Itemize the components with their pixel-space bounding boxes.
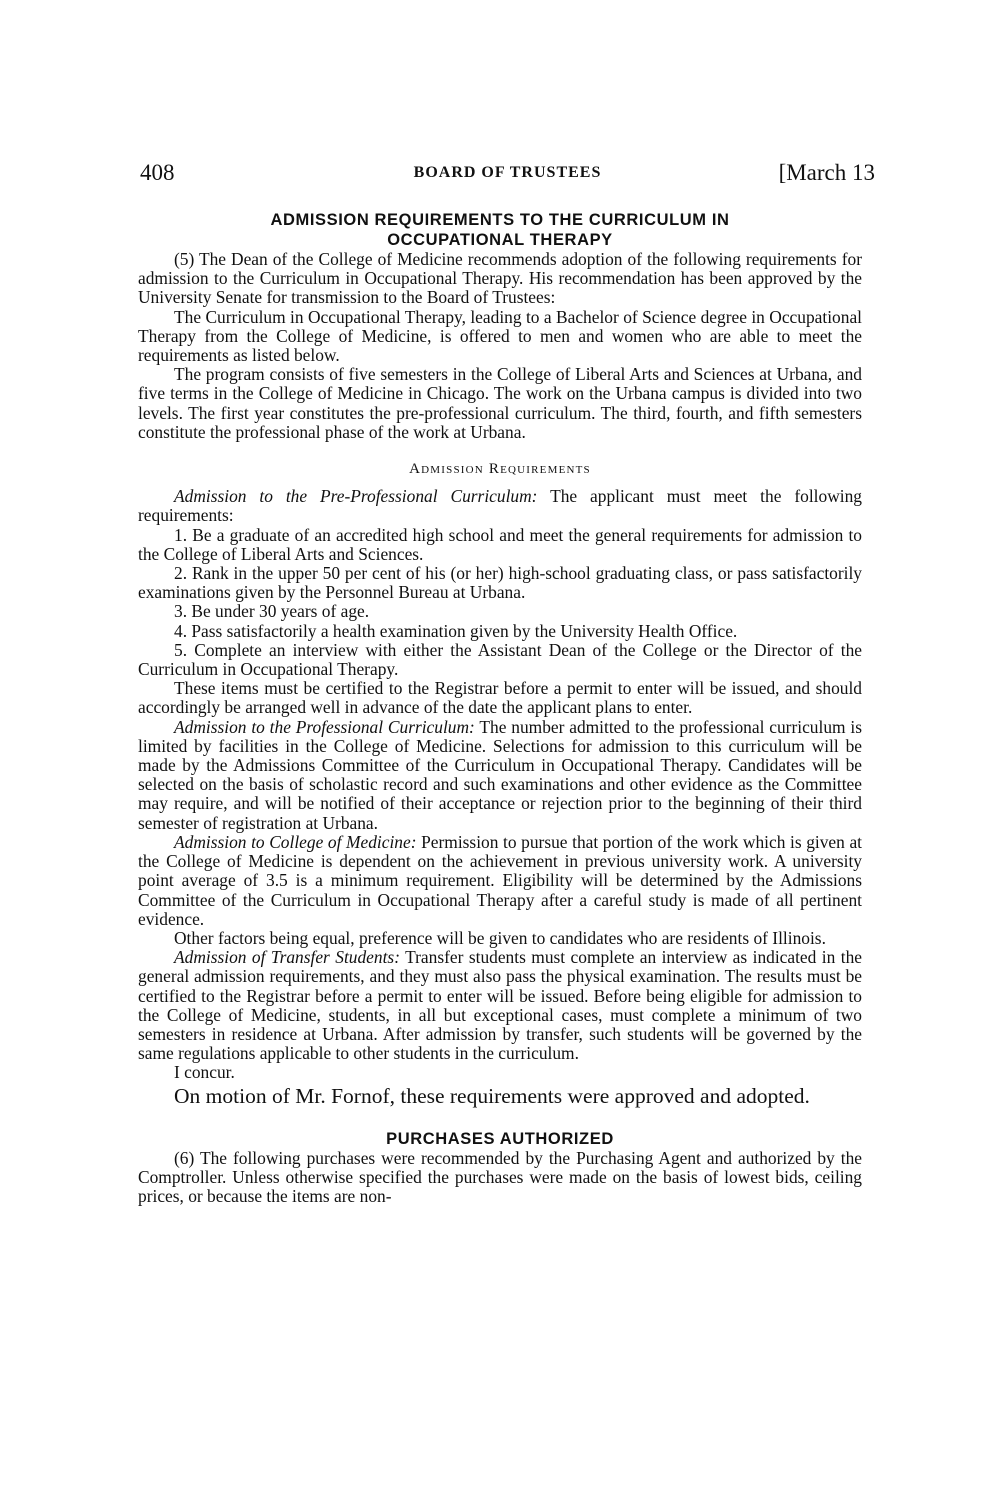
paragraph-dean-recommendation: (5) The Dean of the College of Medicine recommends adoption of the following requirements for admission to the Curriculum in Occupational Therapy. His recommendation has been approved by the University Senate for transmission to the Board of Trustees: [138, 249, 862, 308]
requirement-item-5: 5. Complete an interview with either the Assistant Dean of the College or the Director of the Curriculum in Occupational Therapy. [138, 639, 862, 680]
section-heading-purchases: PURCHASES AUTHORIZED [386, 1130, 614, 1149]
pre-professional-text: The applicant must meet the following requirements: [138, 486, 862, 526]
page-number: 408 [140, 160, 175, 185]
paragraph-college-of-medicine [138, 833, 862, 929]
subheading-admission-requirements: Admission Requirements [409, 461, 591, 478]
paragraph-pre-professional [138, 487, 862, 525]
requirement-item-2: 2. Rank in the upper 50 per cent of his (or her) high-school graduating class, or pass satisfactorily examinations given by the Personnel Bureau at Urbana. [138, 563, 862, 603]
professional-text: The number admitted to the professional curriculum is limited by facilities in the College of Medicine. Selections for admission to this curriculum will be made by the Admissions Committee of the Curriculum in Occupational Therapy. Candidates will be selected on the basis of scholastic record and such examinations and other evidence as the Committee may require, and will be notified of their acceptance or rejection prior to the beginning of their third semester of registration at Urbana. [138, 716, 862, 833]
paragraph-curriculum-description: The Curriculum in Occupational Therapy, leading to a Bachelor of Science degree in Occupational Therapy from the College of Medicine, is offered to men and women who are able to meet the requirements as listed below. [138, 306, 862, 366]
paragraph-illinois-preference: Other factors being equal, preference will be given to candidates who are residents of Illinois. [174, 927, 826, 948]
paragraph-purchases: (6) The following purchases were recommended by the Purchasing Agent and authorized by the Comptroller. Unless otherwise specified the purchases were made on the basis of lowest bids, ceiling prices, or because the items are non- [138, 1148, 862, 1207]
section-heading-line2: OCCUPATIONAL THERAPY [387, 231, 613, 249]
transfer-label: Admission of Transfer Students: [174, 947, 400, 968]
running-title: BOARD OF TRUSTEES [413, 164, 602, 181]
paragraph-transfer-students [138, 948, 862, 1063]
transfer-text: Transfer students must complete an interview as indicated in the general admission requirements, and they must also pass the physical examination. The results must be certified to the Registrar before a permit to enter will be issued. Before being eligible for admission to the College of Medicine, students, in all but exceptional cases, must complete a minimum of two semesters in residence at Urbana. After admission by transfer, such students will be governed by the same regulations applicable to other students in the curriculum. [138, 947, 862, 1064]
college-of-medicine-label: Admission to College of Medicine: [174, 831, 417, 852]
professional-label: Admission to the Professional Curriculum: [174, 716, 475, 737]
college-of-medicine-text: Permission to pursue that portion of the work which is given at the College of Medicine is dependent on the achievement in previous university work. A university point average of 3.5 is a minimum requirement. Eligibility will be determined by the Admissions Committee of the Curriculum in Occupational Therapy after a careful study is made of all pertinent evidence. [138, 831, 862, 929]
paragraph-program-structure: The program consists of five semesters in the College of Liberal Arts and Sciences at Urbana, and five terms in the College of Medicine in Chicago. The work on the Urbana campus is divided into two levels. The first year constitutes the pre-professional curriculum. The third, fourth, and fifth semesters constitute the professional phase of the work at Urbana. [138, 364, 862, 442]
running-header [140, 160, 875, 192]
paragraph-professional-curriculum [138, 718, 862, 833]
requirement-item-1: 1. Be a graduate of an accredited high school and meet the general requirements for admission to the College of Liberal Arts and Sciences. [138, 524, 862, 564]
paragraph-registrar-note: These items must be certified to the Registrar before a permit to enter will be issued, and should accordingly be arranged well in advance of the date the applicant plans to enter. [138, 678, 862, 718]
requirement-item-3: 3. Be under 30 years of age. [174, 601, 370, 622]
concur-line: I concur. [174, 1062, 235, 1083]
motion-paragraph: On motion of Mr. Fornof, these requirements were approved and adopted. [174, 1083, 810, 1108]
page-body [138, 210, 862, 1207]
header-date: [March 13 [778, 160, 875, 185]
requirement-item-4: 4. Pass satisfactorily a health examination given by the University Health Office. [174, 620, 738, 641]
pre-professional-label: Admission to the Pre-Professional Curriculum: [174, 486, 538, 507]
section-heading-line1: ADMISSION REQUIREMENTS TO THE CURRICULUM IN [270, 211, 730, 229]
